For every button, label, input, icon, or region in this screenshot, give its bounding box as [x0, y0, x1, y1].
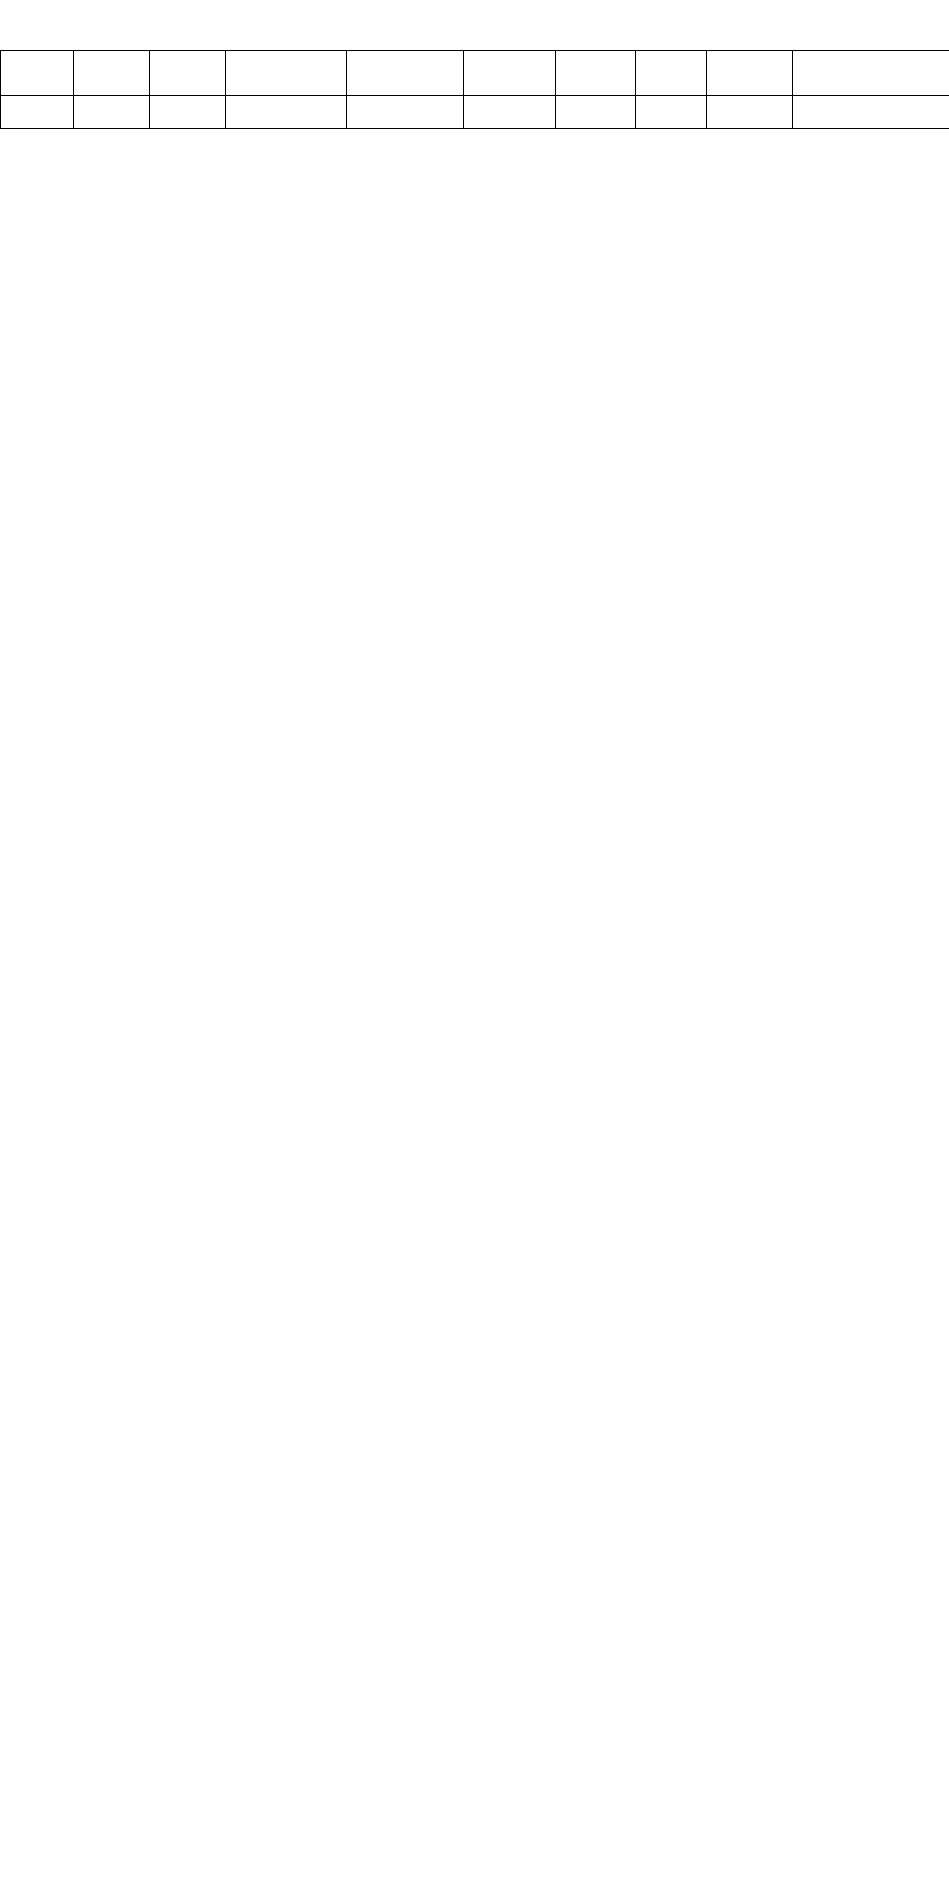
total-row	[1, 96, 949, 129]
total-empty-cell	[347, 96, 464, 129]
page-title	[0, 0, 949, 50]
header-beneficiary	[347, 51, 464, 96]
header-remark	[793, 51, 949, 96]
header-village	[150, 51, 226, 96]
header-date	[707, 51, 793, 96]
total-empty-cell	[74, 96, 150, 129]
header-seq	[1, 51, 74, 96]
header-payee	[464, 51, 556, 96]
total-standard	[556, 96, 636, 129]
total-label	[1, 96, 74, 129]
header-group	[226, 51, 347, 96]
total-empty-cell	[226, 96, 347, 129]
wage-table	[0, 50, 949, 129]
header-householder	[74, 51, 150, 96]
total-empty-cell	[464, 96, 556, 129]
total-empty-cell	[150, 96, 226, 129]
total-empty-cell	[707, 96, 793, 129]
total-amount	[636, 96, 707, 129]
header-row	[1, 51, 949, 96]
total-empty-cell	[793, 96, 949, 129]
header-standard	[556, 51, 636, 96]
header-amount	[636, 51, 707, 96]
